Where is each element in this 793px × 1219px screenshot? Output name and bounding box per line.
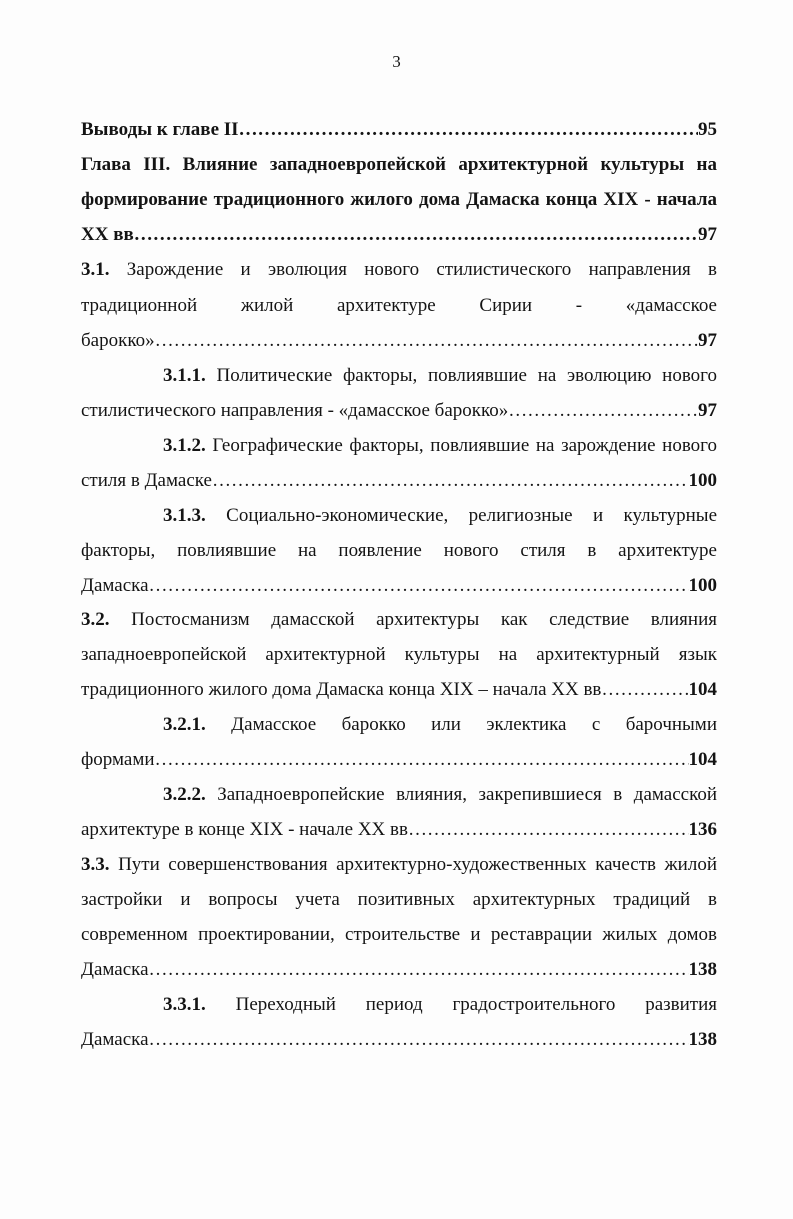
toc-title: Переходный период градостроительного развития	[235, 994, 717, 1015]
toc-entry-3-1-2-line1	[163, 434, 717, 458]
toc-entry-conclusions-ch2	[81, 118, 717, 142]
toc-title: застройки и вопросы учета позитивных архитектурных традиций в	[81, 889, 717, 910]
toc-entry-3-2-1-line2	[81, 748, 717, 772]
toc-page: 104	[688, 749, 717, 770]
toc-entry-3-2-1-line1	[163, 713, 717, 737]
toc-entry-3-1-3-line1	[163, 504, 717, 528]
toc-page: 100	[688, 470, 717, 491]
toc-entry-3-3-line3	[81, 923, 717, 947]
toc-number: 3.2.	[81, 609, 110, 630]
toc-page: 97	[698, 224, 717, 245]
dot-leader	[155, 329, 698, 353]
toc-page: 104	[688, 679, 717, 700]
toc-number: 3.3.	[81, 854, 110, 875]
toc-entry-3-1-line3	[81, 329, 717, 353]
toc-title: Зарождение и эволюция нового стилистического направления в	[126, 259, 717, 280]
toc-title: Западноевропейские влияния, закрепившиеся в дамасской	[217, 784, 718, 805]
toc-title: Географические факторы, повлиявшие на зарождение нового	[212, 435, 718, 456]
toc-entry-3-3-line4	[81, 958, 717, 982]
toc-entry-3-2-line2	[81, 643, 717, 667]
toc-entry-3-2-line1	[81, 608, 717, 632]
toc-title: стилистического направления - «дамасское барокко»	[81, 400, 509, 421]
toc-page: 138	[688, 959, 717, 980]
dot-leader	[408, 818, 689, 842]
toc-title: формирование традиционного жилого дома Дамаска конца XIX - начала	[81, 189, 717, 210]
toc-page: 138	[688, 1029, 717, 1050]
toc-entry-3-1-1-line2	[81, 399, 717, 423]
toc-title: барокко»	[81, 330, 155, 351]
toc-entry-3-3-line1	[81, 853, 717, 877]
toc-entry-3-1-3-line3	[81, 574, 717, 598]
dot-leader	[149, 958, 689, 982]
toc-title: Дамаска	[81, 959, 149, 980]
toc-title: Дамаска	[81, 575, 149, 596]
toc-page: 97	[698, 330, 717, 351]
toc-number: 3.1.	[81, 259, 110, 280]
toc-page: 136	[688, 819, 717, 840]
dot-leader	[134, 223, 698, 247]
toc-number: 3.2.2.	[163, 784, 206, 805]
toc-title: Дамасское барокко или эклектика с барочными	[231, 714, 717, 735]
toc-title: Постосманизм дамасской архитектуры как следствие влияния	[131, 609, 717, 630]
toc-title: факторы, повлиявшие на появление нового стиля в архитектуре	[81, 540, 717, 561]
toc-entry-3-1-line1	[81, 258, 717, 282]
toc-title: традиционного жилого дома Дамаска конца XIX – начала XX вв	[81, 679, 602, 700]
toc-entry-3-2-2-line1	[163, 783, 717, 807]
dot-leader	[508, 399, 698, 423]
dot-leader	[239, 118, 698, 142]
toc-number: 3.1.3.	[163, 505, 206, 526]
dot-leader	[212, 469, 689, 493]
toc-entry-3-2-2-line2	[81, 818, 717, 842]
toc-title: Дамаска	[81, 1029, 149, 1050]
toc-title: Пути совершенствования архитектурно-художественных качеств жилой	[118, 854, 718, 875]
dot-leader	[601, 678, 688, 702]
toc-title: Глава III. Влияние западноевропейской архитектурной культуры на	[81, 154, 717, 175]
toc-number: 3.2.1.	[163, 714, 206, 735]
toc-number: 3.1.2.	[163, 435, 206, 456]
toc-number: 3.1.1.	[163, 365, 206, 386]
toc-title: Социально-экономические, религиозные и культурные	[226, 505, 717, 526]
toc-title: стиля в Дамаске	[81, 470, 212, 491]
toc-page: 97	[698, 400, 717, 421]
toc-page: 100	[688, 575, 717, 596]
dot-leader	[155, 748, 689, 772]
toc-title: формами	[81, 749, 155, 770]
toc-entry-3-3-line2	[81, 888, 717, 912]
toc-entry-3-1-3-line2	[81, 539, 717, 563]
toc-entry-chapter3-line2	[81, 188, 717, 212]
toc-entry-chapter3-line1	[81, 153, 717, 177]
toc-title: Политические факторы, повлиявшие на эволюцию нового	[216, 365, 717, 386]
toc-page: 95	[698, 119, 717, 140]
toc-title: Выводы к главе II	[81, 119, 239, 140]
page-number: 3	[392, 52, 401, 71]
toc-entry-3-3-1-line1	[163, 993, 717, 1017]
dot-leader	[149, 574, 689, 598]
toc-entry-chapter3-line3	[81, 223, 717, 247]
dot-leader	[149, 1028, 689, 1052]
toc-title: XX вв	[81, 224, 134, 245]
toc-entry-3-1-1-line1	[163, 364, 717, 388]
toc-entry-3-1-line2	[81, 294, 717, 318]
toc-entry-3-1-2-line2	[81, 469, 717, 493]
toc-entry-3-3-1-line2	[81, 1028, 717, 1052]
toc-number: 3.3.1.	[163, 994, 206, 1015]
toc-title: западноевропейской архитектурной культуры на архитектурный язык	[81, 644, 717, 665]
toc-title: традиционной жилой архитектуре Сирии - «дамасское	[81, 295, 717, 316]
toc-entry-3-2-line3	[81, 678, 717, 702]
toc-title: архитектуре в конце XIX - начале XX вв	[81, 819, 408, 840]
toc-title: современном проектировании, строительстве и реставрации жилых домов	[81, 924, 717, 945]
